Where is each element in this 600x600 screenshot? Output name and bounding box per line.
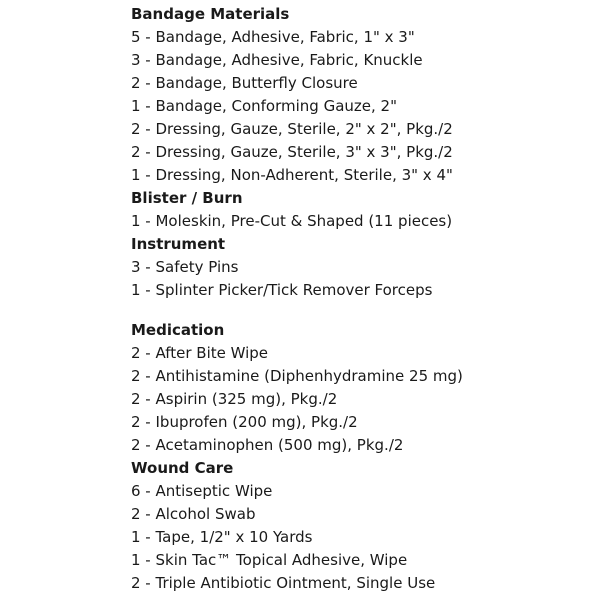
list-item: 1 - Bandage, Conforming Gauze, 2" xyxy=(131,97,397,115)
list-item: 2 - Antihistamine (Diphenhydramine 25 mg) xyxy=(131,367,463,385)
item-list xyxy=(131,256,591,302)
list-item: 2 - Dressing, Gauze, Sterile, 2" x 2", Pkg./2 xyxy=(131,120,453,138)
section-medication xyxy=(131,319,591,457)
item-list xyxy=(131,480,591,595)
list-item: 2 - Alcohol Swab xyxy=(131,505,256,523)
contents-list xyxy=(131,3,591,595)
section-heading: Instrument xyxy=(131,235,226,253)
list-item: 1 - Splinter Picker/Tick Remover Forceps xyxy=(131,281,433,299)
section-heading: Blister / Burn xyxy=(131,189,243,207)
section-bandage-materials xyxy=(131,3,591,187)
list-item: 2 - Triple Antibiotic Ointment, Single Use xyxy=(131,574,436,592)
list-item: 2 - After Bite Wipe xyxy=(131,344,269,362)
section-heading: Medication xyxy=(131,321,225,339)
item-list xyxy=(131,26,591,187)
section-blister-burn xyxy=(131,187,591,233)
section-heading: Bandage Materials xyxy=(131,5,290,23)
section-wound-care xyxy=(131,457,591,595)
list-item: 2 - Ibuprofen (200 mg), Pkg./2 xyxy=(131,413,358,431)
list-item: 2 - Acetaminophen (500 mg), Pkg./2 xyxy=(131,436,404,454)
list-item: 1 - Skin Tac™ Topical Adhesive, Wipe xyxy=(131,551,408,569)
list-item: 6 - Antiseptic Wipe xyxy=(131,482,273,500)
section-instrument xyxy=(131,233,591,302)
list-item: 1 - Tape, 1/2" x 10 Yards xyxy=(131,528,313,546)
list-item: 2 - Aspirin (325 mg), Pkg./2 xyxy=(131,390,338,408)
item-list xyxy=(131,210,591,233)
item-list xyxy=(131,342,591,457)
list-item: 3 - Bandage, Adhesive, Fabric, Knuckle xyxy=(131,51,423,69)
list-item: 2 - Dressing, Gauze, Sterile, 3" x 3", Pkg./2 xyxy=(131,143,453,161)
list-item: 1 - Dressing, Non-Adherent, Sterile, 3" x 4" xyxy=(131,166,453,184)
list-item: 2 - Bandage, Butterfly Closure xyxy=(131,74,358,92)
list-item: 3 - Safety Pins xyxy=(131,258,239,276)
section-heading: Wound Care xyxy=(131,459,234,477)
list-item: 5 - Bandage, Adhesive, Fabric, 1" x 3" xyxy=(131,28,415,46)
list-item: 1 - Moleskin, Pre-Cut & Shaped (11 pieces) xyxy=(131,212,453,230)
